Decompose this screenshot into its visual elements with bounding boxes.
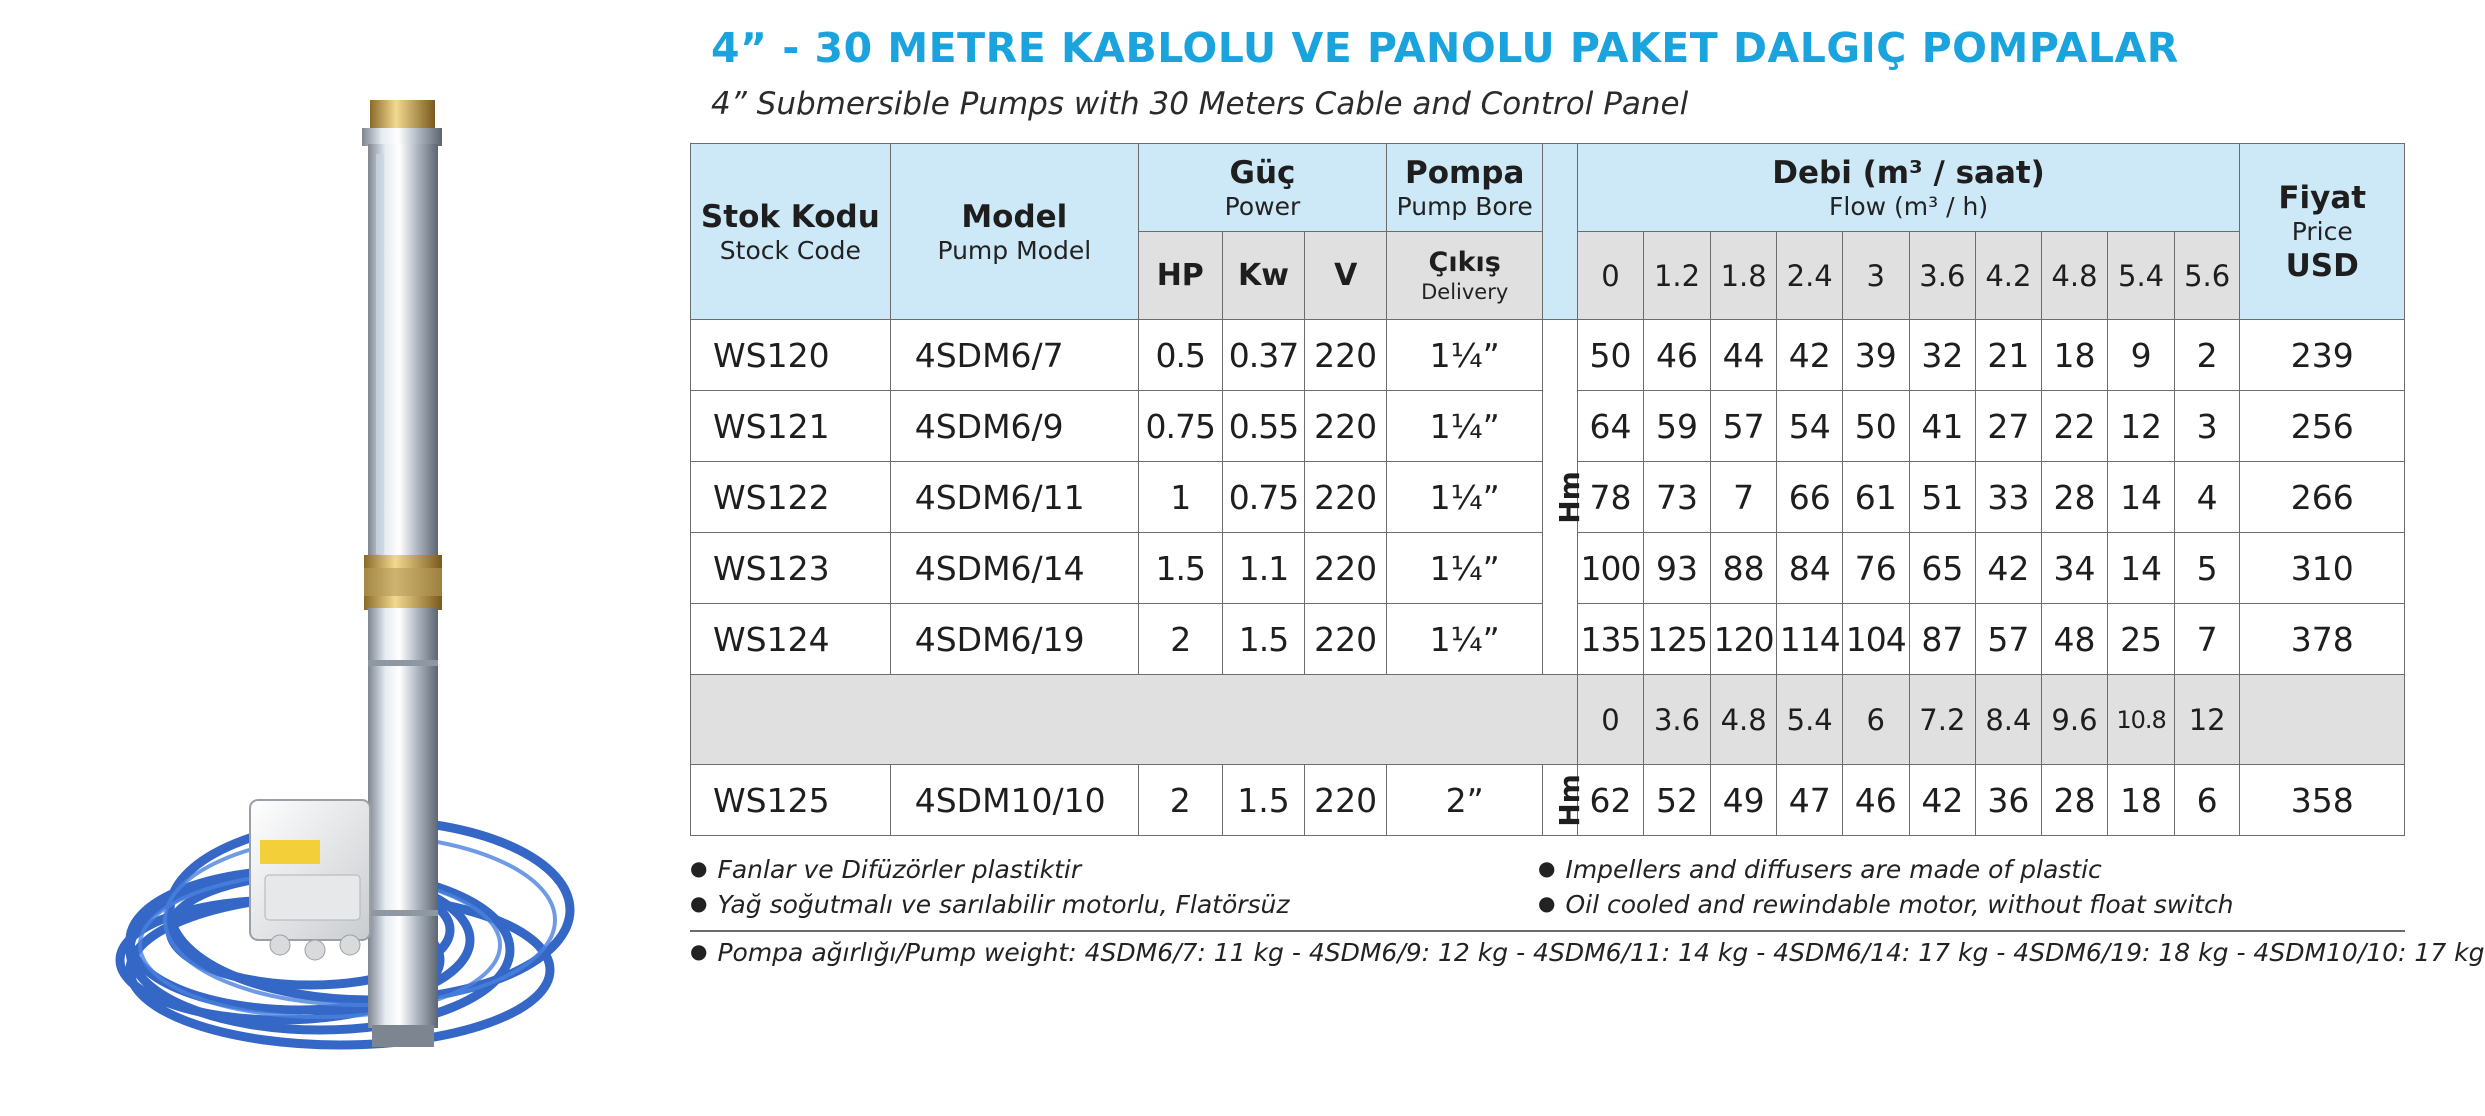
hp: 1 [1138, 462, 1222, 533]
stock-code: WS124 [691, 604, 891, 675]
model: 4SDM6/11 [890, 462, 1138, 533]
price: 256 [2240, 391, 2405, 462]
delivery: 1¼” [1387, 604, 1543, 675]
hm-label: Hm [1543, 765, 1577, 836]
head-value: 42 [1777, 320, 1843, 391]
head-value: 39 [1842, 320, 1909, 391]
flow-point: 7.2 [1909, 675, 1976, 765]
kw: 1.5 [1222, 604, 1305, 675]
head-value: 120 [1710, 604, 1777, 675]
flow-point: 0 [1577, 675, 1644, 765]
head-value: 33 [1976, 462, 2042, 533]
head-value: 135 [1577, 604, 1644, 675]
flow-point: 0 [1577, 232, 1644, 320]
hp: 2 [1138, 765, 1222, 836]
notes-divider [690, 930, 2405, 932]
head-value: 2 [2174, 320, 2240, 391]
kw: 0.37 [1222, 320, 1305, 391]
delivery: 2” [1387, 765, 1543, 836]
head-value: 28 [2041, 765, 2108, 836]
head-value: 88 [1710, 533, 1777, 604]
table-row [691, 320, 2405, 391]
head-value: 18 [2108, 765, 2175, 836]
model: 4SDM6/9 [890, 391, 1138, 462]
pump-product-image [70, 100, 630, 1070]
voltage: 220 [1305, 765, 1387, 836]
head-value: 66 [1777, 462, 1843, 533]
kw-header: Kw [1222, 232, 1305, 320]
hm-label: Hm [1543, 320, 1577, 675]
delivery-header: Çıkış Delivery [1387, 232, 1543, 320]
flow-point: 5.4 [2108, 232, 2175, 320]
note-right-1: ● Impellers and diffusers are made of plastic [1538, 855, 2102, 884]
head-value: 7 [2174, 604, 2240, 675]
voltage: 220 [1305, 533, 1387, 604]
head-value: 14 [2108, 462, 2175, 533]
head-value: 84 [1777, 533, 1843, 604]
hp-header: HP [1138, 232, 1222, 320]
head-value: 87 [1909, 604, 1976, 675]
voltage: 220 [1305, 320, 1387, 391]
head-value: 32 [1909, 320, 1976, 391]
hm-header-blank [1543, 144, 1577, 320]
head-value: 27 [1976, 391, 2042, 462]
flow-point: 4.8 [1710, 675, 1777, 765]
model: 4SDM6/7 [890, 320, 1138, 391]
head-value: 52 [1644, 765, 1711, 836]
head-value: 36 [1976, 765, 2042, 836]
head-value: 78 [1577, 462, 1644, 533]
price: 310 [2240, 533, 2405, 604]
head-value: 44 [1710, 320, 1777, 391]
flow-point: 6 [1842, 675, 1909, 765]
head-value: 49 [1710, 765, 1777, 836]
head-value: 93 [1644, 533, 1711, 604]
head-value: 48 [2041, 604, 2108, 675]
head-value: 12 [2108, 391, 2175, 462]
hp: 0.5 [1138, 320, 1222, 391]
price: 378 [2240, 604, 2405, 675]
delivery: 1¼” [1387, 462, 1543, 533]
head-value: 57 [1710, 391, 1777, 462]
head-value: 54 [1777, 391, 1843, 462]
head-value: 22 [2041, 391, 2108, 462]
delivery: 1¼” [1387, 533, 1543, 604]
head-value: 9 [2108, 320, 2175, 391]
price: 358 [2240, 765, 2405, 836]
head-value: 50 [1842, 391, 1909, 462]
flow-point: 8.4 [1976, 675, 2042, 765]
head-value: 76 [1842, 533, 1909, 604]
head-value: 5 [2174, 533, 2240, 604]
separator-blank [691, 675, 1578, 765]
pump-spec-table [690, 143, 2405, 836]
separator-blank [2240, 675, 2405, 765]
head-value: 34 [2041, 533, 2108, 604]
pump-header: Pompa Pump Bore [1387, 144, 1543, 232]
head-value: 21 [1976, 320, 2042, 391]
voltage: 220 [1305, 462, 1387, 533]
head-value: 73 [1644, 462, 1711, 533]
head-value: 3 [2174, 391, 2240, 462]
table-row [691, 765, 2405, 836]
hp: 2 [1138, 604, 1222, 675]
page-title: 4” - 30 METRE KABLOLU VE PANOLU PAKET DALGIÇ POMPALAR [711, 24, 2179, 72]
head-value: 6 [2174, 765, 2240, 836]
flow-point: 1.8 [1710, 232, 1777, 320]
head-value: 125 [1644, 604, 1711, 675]
head-value: 42 [1976, 533, 2042, 604]
flow-point: 5.4 [1777, 675, 1843, 765]
flow-point: 3.6 [1644, 675, 1711, 765]
flow-point: 5.6 [2174, 232, 2240, 320]
note-left-1: ● Fanlar ve Difüzörler plastiktir [690, 855, 1082, 884]
page-subtitle: 4” Submersible Pumps with 30 Meters Cable and Control Panel [711, 86, 1689, 122]
kw: 0.55 [1222, 391, 1305, 462]
kw: 1.1 [1222, 533, 1305, 604]
head-value: 59 [1644, 391, 1711, 462]
note-left-2: ● Yağ soğutmalı ve sarılabilir motorlu, Flatörsüz [690, 890, 1290, 919]
model: 4SDM6/14 [890, 533, 1138, 604]
flow-point: 10.8 [2108, 675, 2175, 765]
head-value: 18 [2041, 320, 2108, 391]
head-value: 4 [2174, 462, 2240, 533]
hp: 0.75 [1138, 391, 1222, 462]
flow-point: 1.2 [1644, 232, 1711, 320]
head-value: 61 [1842, 462, 1909, 533]
flow-header: Debi (m³ / saat) Flow (m³ / h) [1577, 144, 2240, 232]
head-value: 46 [1842, 765, 1909, 836]
head-value: 62 [1577, 765, 1644, 836]
head-value: 46 [1644, 320, 1711, 391]
v-header: V [1305, 232, 1387, 320]
hp: 1.5 [1138, 533, 1222, 604]
head-value: 42 [1909, 765, 1976, 836]
power-header: Güç Power [1138, 144, 1386, 232]
head-value: 51 [1909, 462, 1976, 533]
head-value: 7 [1710, 462, 1777, 533]
head-value: 28 [2041, 462, 2108, 533]
model: 4SDM10/10 [890, 765, 1138, 836]
head-value: 41 [1909, 391, 1976, 462]
stock-code: WS125 [691, 765, 891, 836]
stock-code: WS122 [691, 462, 891, 533]
price: 239 [2240, 320, 2405, 391]
head-value: 114 [1777, 604, 1843, 675]
stock-code: WS120 [691, 320, 891, 391]
head-value: 50 [1577, 320, 1644, 391]
flow-point: 4.2 [1976, 232, 2042, 320]
stock-code: WS123 [691, 533, 891, 604]
note-weight: ● Pompa ağırlığı/Pump weight: 4SDM6/7: 11 kg - 4SDM6/9: 12 kg - 4SDM6/11: 14 kg - 4SDM6/14: 17 kg - 4SDM6/19: 18 kg - 4SDM10/10: 17 kg [690, 938, 2485, 967]
head-value: 57 [1976, 604, 2042, 675]
voltage: 220 [1305, 604, 1387, 675]
stock-code: WS121 [691, 391, 891, 462]
flow-point: 3 [1842, 232, 1909, 320]
head-value: 64 [1577, 391, 1644, 462]
model: 4SDM6/19 [890, 604, 1138, 675]
note-right-2: ● Oil cooled and rewindable motor, without float switch [1538, 890, 2234, 919]
head-value: 100 [1577, 533, 1644, 604]
kw: 1.5 [1222, 765, 1305, 836]
delivery: 1¼” [1387, 320, 1543, 391]
flow-points-row-b [691, 675, 2405, 765]
flow-point: 2.4 [1777, 232, 1843, 320]
voltage: 220 [1305, 391, 1387, 462]
flow-point: 12 [2174, 675, 2240, 765]
flow-point: 9.6 [2041, 675, 2108, 765]
head-value: 47 [1777, 765, 1843, 836]
kw: 0.75 [1222, 462, 1305, 533]
flow-point: 3.6 [1909, 232, 1976, 320]
delivery: 1¼” [1387, 391, 1543, 462]
head-value: 25 [2108, 604, 2175, 675]
flow-point: 4.8 [2041, 232, 2108, 320]
model-header: Model Pump Model [890, 144, 1138, 320]
head-value: 14 [2108, 533, 2175, 604]
price: 266 [2240, 462, 2405, 533]
head-value: 104 [1842, 604, 1909, 675]
head-value: 65 [1909, 533, 1976, 604]
stock-code-header: Stok Kodu Stock Code [691, 144, 891, 320]
price-header: Fiyat Price USD [2240, 144, 2405, 320]
